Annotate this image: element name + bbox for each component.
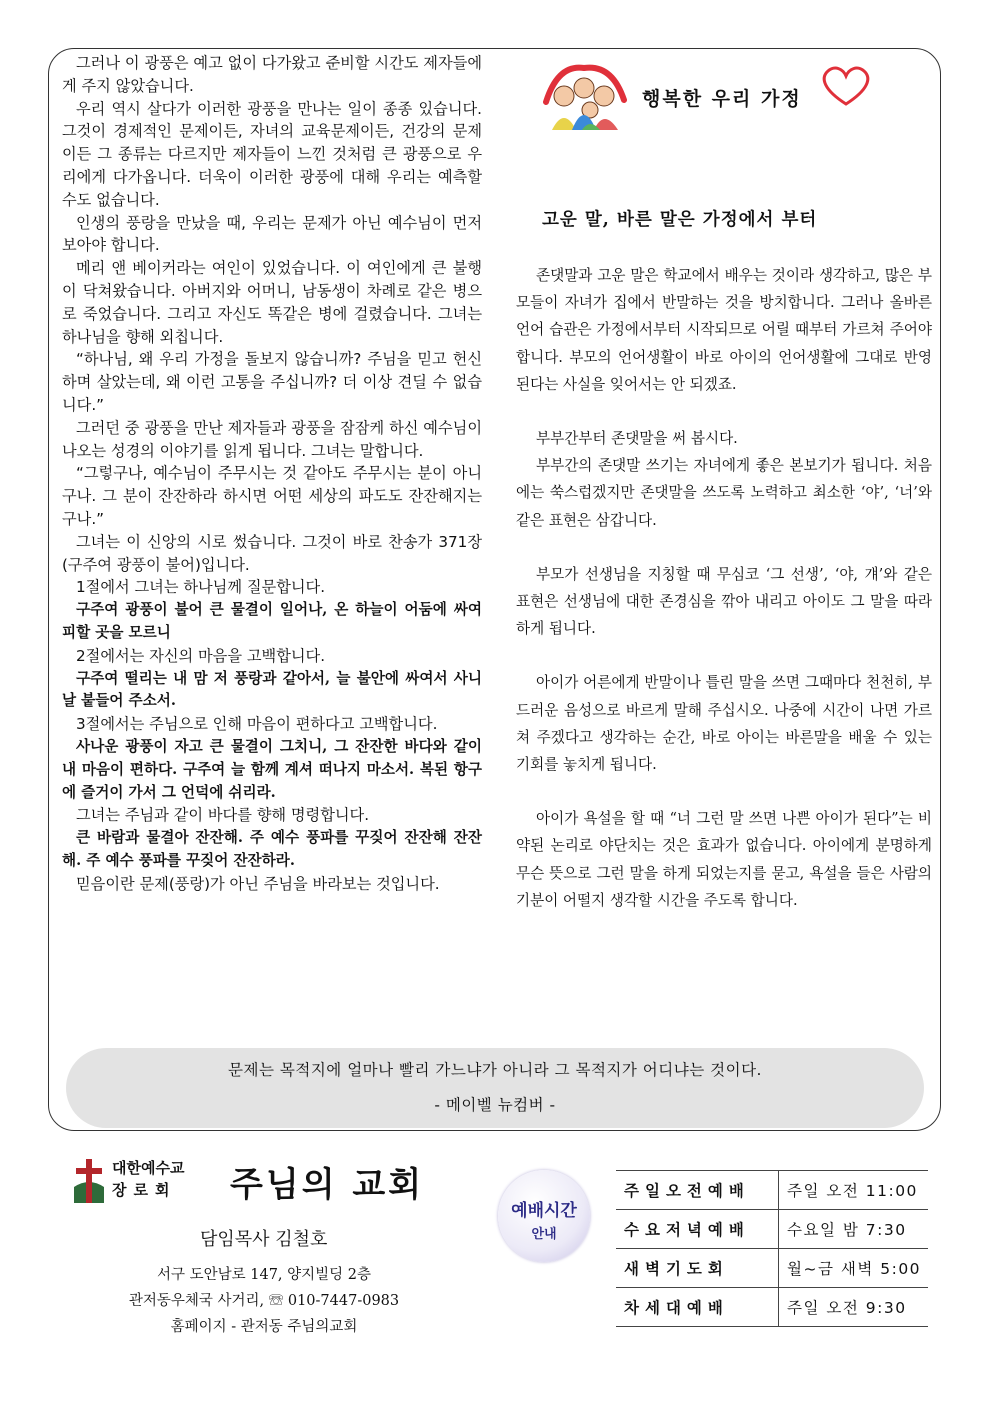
worship-schedule-table [616, 1170, 928, 1327]
article-paragraph: 부모가 선생님을 지칭할 때 무심코 ‘그 선생’, ‘야, 걔’와 같은 표현은 선생님에 대한 존경심을 깎아 내리고 아이도 그 말을 따라하게 됩니다. [516, 565, 932, 638]
sermon-paragraph: “그렇구나, 예수님이 주무시는 것 같아도 주무시는 분이 아니구나. 그 분이 잔잔하라 하시면 어떤 세상의 파도도 잔잔해지는구나.” [62, 464, 482, 528]
service-name: 새벽기도회 [616, 1249, 779, 1288]
family-article-body [516, 262, 932, 914]
hymn-verse: 큰 바람과 물결아 잔잔해. 주 예수 풍파를 꾸짖어 잔잔해 잔잔해. 주 예수 풍파를 꾸짖어 잔잔하라. [62, 829, 482, 869]
denomination [112, 1157, 184, 1201]
sermon-paragraph: 그러나 이 광풍은 예고 없이 다가왔고 준비할 시간도 제자들에게 주지 않았습니다. [62, 54, 482, 95]
worship-time-badge [498, 1170, 590, 1262]
table-row [616, 1288, 928, 1327]
article-paragraph: 아이가 어른에게 반말이나 틀린 말을 쓰면 그때마다 천천히, 부드러운 음성으로 바르게 말해 주십시오. 나중에 시간이 나면 가르쳐 주겠다고 생각하는 순간, 바로 아이는 바른말을 배울 수 있는 기회를 놓치게 됩니다. [516, 674, 932, 774]
paragraph-spacer [516, 398, 932, 425]
sermon-paragraph: 그녀는 이 신앙의 시로 썼습니다. 그것이 바로 찬송가 371장(구주여 광풍이 불어)입니다. [62, 532, 482, 574]
sermon-paragraph: 3절에서는 주님으로 인해 마음이 편하다고 고백합니다. [76, 715, 438, 734]
sermon-paragraph: 메리 앤 베이커라는 여인이 있었습니다. 이 여인에게 큰 불행이 닥쳐왔습니다. 아버지와 어머니, 남동생이 차례로 같은 병으로 죽었습니다. 그리고 자신도 똑같은 병에 걸렸습니다. 그녀는 하나님을 향해 외칩니다. [62, 259, 482, 346]
homepage-text: 홈페이지 - 관저동 주님의교회 [170, 1319, 358, 1335]
hymn-verse: 사나운 광풍이 자고 큰 물결이 그치니, 그 잔잔한 바다와 같이 내 마음이 편하다. 구주여 늘 함께 계셔 떠나지 마소서. 복된 항구에 즐거이 가서 그 언덕에 쉬리라. [62, 737, 482, 801]
service-time: 주일 오전 9:30 [779, 1288, 929, 1327]
service-name: 주일오전예배 [616, 1171, 779, 1210]
sermon-paragraph: 2절에서는 자신의 마음을 고백합니다. [76, 646, 326, 665]
article-paragraph: 아이가 욕설을 할 때 “너 그런 말 쓰면 나쁜 아이가 된다”는 비약된 논리로 야단치는 것은 효과가 없습니다. 아이에게 분명하게 무슨 뜻으로 그런 말을 하게 되었는지를 묻고, 욕설을 들은 사람의 기분이 어떨지 생각할 시간을 주도록 합니다. [516, 810, 932, 909]
sermon-column [62, 52, 482, 895]
article-paragraph: 부부간의 존댓말 쓰기는 자녀에게 좋은 본보기가 됩니다. 처음에는 쑥스럽겠지만 존댓말을 쓰도록 노력하고 최소한 ‘야’, ‘너’와 같은 표현은 삼갑니다. [516, 457, 932, 529]
address-phone: 관저동우체국 사거리, ☏ 010-7447-0983 [128, 1293, 400, 1309]
quote-text: 문제는 목적지에 얼마나 빨리 가느냐가 아니라 그 목적지가 어디냐는 것이다. [228, 1061, 762, 1079]
sermon-paragraph: 그녀는 주님과 같이 바다를 향해 명령합니다. [76, 806, 370, 825]
sermon-paragraph: 인생의 풍랑을 만났을 때, 우리는 문제가 아닌 예수님이 먼저 보아야 합니다. [62, 213, 482, 255]
article-subheading: 부부간부터 존댓말을 써 봅시다. [536, 430, 738, 448]
denomination-line1: 대한예수교 [112, 1159, 185, 1177]
church-cross-logo-icon [72, 1157, 106, 1205]
table-row [616, 1249, 928, 1288]
sermon-paragraph: “하나님, 왜 우리 가정을 돌보지 않습니까? 주님을 믿고 헌신하며 살았는데, 왜 이런 고통을 주십니까? 더 이상 견딜 수 없습니다.” [62, 350, 482, 414]
family-illustration-icon [538, 62, 630, 132]
hymn-verse: 구주여 광풍이 불어 큰 물결이 일어나, 온 하늘이 어둠에 싸여 피할 곳을 모르니 [62, 601, 482, 641]
table-row [616, 1210, 928, 1249]
church-address [72, 1262, 456, 1340]
service-name: 수요저녁예배 [616, 1210, 779, 1249]
sermon-paragraph: 그러던 중 광풍을 만난 제자들과 광풍을 잠잠케 하신 예수님이 나오는 성경의 이야기를 읽게 됩니다. 그녀는 말합니다. [62, 418, 482, 460]
sermon-paragraph: 믿음이란 문제(풍랑)가 아닌 주님을 바라보는 것입니다. [76, 874, 440, 893]
paragraph-spacer [516, 778, 932, 805]
service-time: 수요일 밤 7:30 [779, 1210, 929, 1249]
service-name: 차세대예배 [616, 1288, 779, 1327]
table-row [616, 1171, 928, 1210]
service-time: 월~금 새벽 5:00 [779, 1249, 929, 1288]
heart-icon [818, 64, 874, 108]
denomination-line2: 장로회 [112, 1181, 177, 1199]
family-section-header: 행복한 우리 가정 [642, 88, 802, 110]
quote-box [66, 1048, 924, 1128]
paragraph-spacer [516, 642, 932, 669]
hymn-verse: 구주여 떨리는 내 맘 저 풍랑과 같아서, 늘 불안에 싸여서 사니 날 붙들어 주소서. [62, 669, 482, 710]
church-name: 주님의 교회 [230, 1165, 425, 1205]
badge-subtitle: 안내 [531, 1227, 557, 1242]
quote-author: - 메이벨 뉴컴버 - [434, 1096, 556, 1114]
article-title: 고운 말, 바른 말은 가정에서 부터 [542, 210, 818, 230]
paragraph-spacer [516, 534, 932, 561]
sermon-paragraph: 1절에서 그녀는 하나님께 질문합니다. [76, 578, 326, 597]
article-paragraph: 존댓말과 고운 말은 학교에서 배우는 것이라 생각하고, 많은 부모들이 자녀가 집에서 반말하는 것을 방치합니다. 그러나 올바른 언어 습관은 가정에서부터 시작되므로 어릴 때부터 가르쳐 주어야 합니다. 부모의 언어생활이 바로 아이의 언어생활에 그대로 반영된다는 사실을 잊어서는 안 되겠죠. [516, 267, 932, 393]
pastor-name: 담임목사 김철호 [200, 1229, 328, 1250]
sermon-paragraph: 우리 역시 살다가 이러한 광풍을 만나는 일이 종종 있습니다. 그것이 경제적인 문제이든, 자녀의 교육문제이든, 건강의 문제이든 그 종류는 다르지만 제자들이 느낀 것처럼 큰 광풍으로 우리에게 다가옵니다. 더욱이 이러한 광풍에 대해 우리는 예측할 수도 없습니다. [62, 99, 482, 209]
service-time: 주일 오전 11:00 [779, 1171, 929, 1210]
address-line: 서구 도안남로 147, 양지빌딩 2층 [156, 1267, 372, 1283]
badge-title: 예배시간 [511, 1201, 577, 1221]
